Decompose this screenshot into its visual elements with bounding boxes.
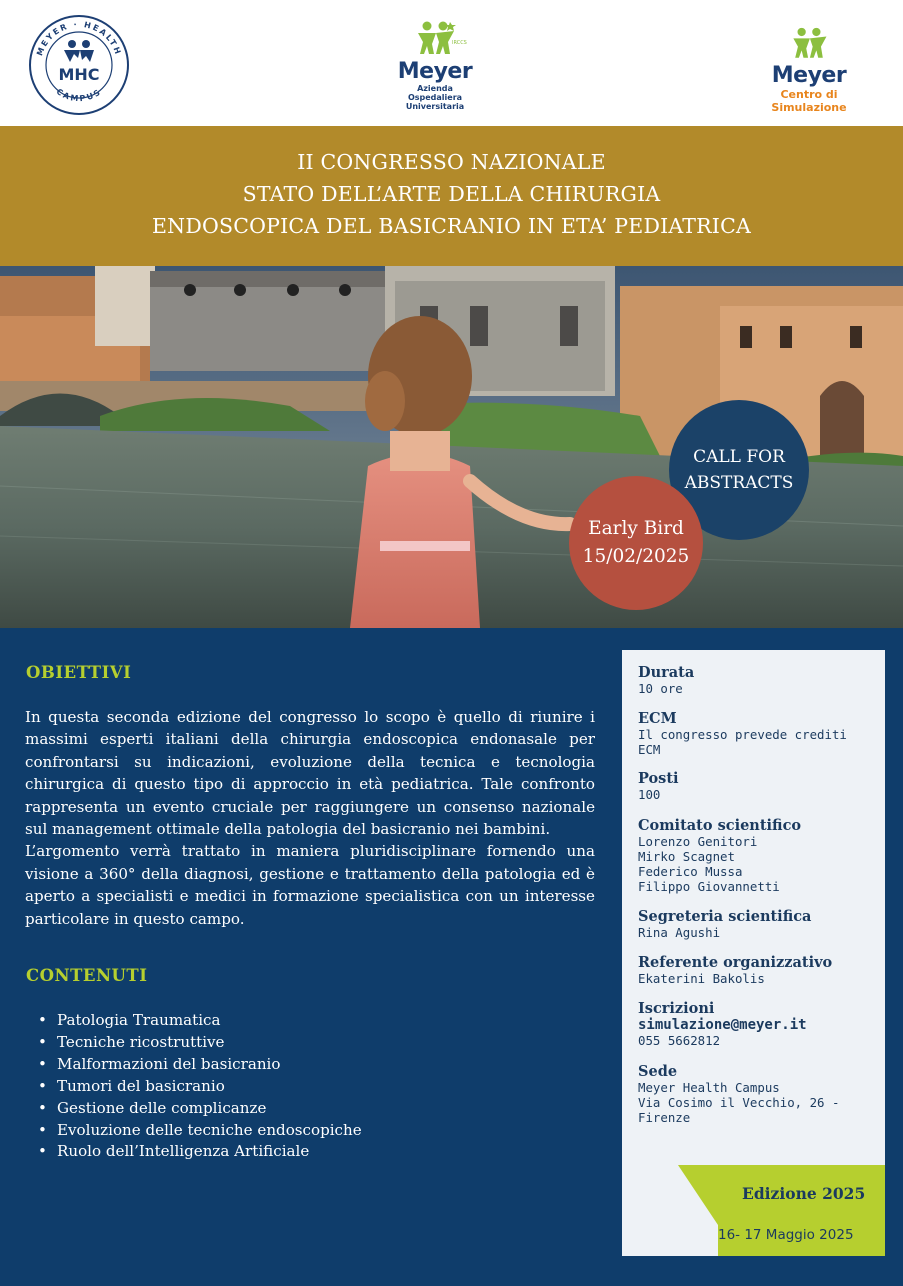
iscrizioni-email-link[interactable]: simulazione@meyer.it [638, 1017, 807, 1033]
objectives-paragraph-2: L’argomento verrà trattato in maniera pluridisciplinare fornendo una visione a 360° della diagnosi, gestione e trattamento della patologia ed è aperto a specialisti e medici in formazione specialistica con un interesse particolare in questo campo. [25, 842, 595, 928]
list-item: • Patologia Traumatica [38, 1010, 362, 1032]
posti-value: 100 [638, 787, 661, 802]
meyer-sub-line2: Ospedaliera Universitaria [405, 93, 465, 111]
sede-label: Sede [638, 1063, 678, 1080]
svg-text:CAMPUS: CAMPUS [54, 86, 104, 104]
ecm-value-2: ECM [638, 742, 661, 757]
ecm-label: ECM [638, 710, 677, 727]
meyer-sub-line1: Azienda [417, 84, 453, 93]
segreteria-value: Rina Agushi [638, 925, 721, 940]
comitato-member: Lorenzo Genitori [638, 834, 758, 849]
comitato-label: Comitato scientifico [638, 817, 802, 834]
svg-text:MEYER · HEALTH: MEYER · HEALTH [35, 19, 123, 58]
iscrizioni-label: Iscrizioni [638, 1000, 715, 1017]
early-badge-line1: Early Bird [588, 518, 684, 539]
title-line-3: ENDOSCOPICA DEL BASICRANIO IN ETA’ PEDIATRICA [152, 214, 751, 238]
objectives-heading: OBIETTIVI [26, 663, 132, 682]
sede-line-1: Meyer Health Campus [638, 1080, 780, 1095]
referente-value: Ekaterini Bakolis [638, 971, 765, 986]
info-posti [638, 770, 878, 802]
meyer-children-icon [410, 20, 460, 56]
referente-label: Referente organizzativo [638, 954, 833, 971]
mhc-initials: MHC [58, 65, 100, 84]
title-band [0, 126, 903, 266]
meyer-children-icon [786, 26, 832, 60]
call-badge-line2: ABSTRACTS [684, 473, 794, 493]
meyer-wordmark: Meyer [397, 59, 473, 84]
comitato-member: Mirko Scagnet [638, 849, 735, 864]
meyer-wordmark: Meyer [771, 63, 847, 88]
comitato-member: Filippo Giovannetti [638, 879, 780, 894]
title-line-1: II CONGRESSO NAZIONALE [297, 150, 606, 174]
ecm-value-1: Il congresso prevede crediti [638, 727, 847, 742]
posti-label: Posti [638, 770, 679, 787]
objectives-text [25, 706, 595, 930]
objectives-paragraph-1: In questa seconda edizione del congresso lo scopo è quello di riunire i massimi esperti italiani della chirurgia endoscopica endonasale per confrontarsi su indicazioni, evoluzione della tecnica e tecnologia chirurgica di questo tipo di approccio in età pediatrica. Tale confronto rappresenta un evento cruciale per raggiungere un consenso nazionale sul management ottimale della patologia del basicranio nei bambini. [25, 708, 595, 839]
contents-heading: CONTENUTI [26, 966, 148, 985]
contents-list [38, 1010, 362, 1163]
list-item: • Ruolo dell’Intelligenza Artificiale [38, 1141, 362, 1163]
info-iscrizioni [638, 1000, 878, 1048]
title-line-2: STATO DELL’ARTE DELLA CHIRURGIA [242, 182, 661, 206]
simulation-center-label: Centro di Simulazione [771, 88, 847, 114]
info-durata [638, 664, 878, 696]
info-comitato [638, 817, 878, 894]
early-badge-line2: 15/02/2025 [582, 546, 690, 567]
comitato-member: Federico Mussa [638, 864, 743, 879]
meyer-simulation-logo [744, 26, 874, 114]
edition-date: 16- 17 Maggio 2025 [718, 1227, 854, 1243]
info-sede [638, 1063, 878, 1125]
header [0, 0, 903, 126]
meyer-aou-logo [380, 20, 490, 110]
info-referente [638, 954, 878, 986]
irccs-tag: IRCCS [452, 40, 467, 46]
segreteria-label: Segreteria scientifica [638, 908, 812, 925]
durata-value: 10 ore [638, 681, 683, 696]
info-segreteria [638, 908, 878, 940]
sede-line-2: Via Cosimo il Vecchio, 26 - [638, 1095, 840, 1110]
sede-line-3: Firenze [638, 1110, 691, 1125]
early-bird-badge [569, 476, 703, 610]
edition-title: Edizione 2025 [742, 1184, 866, 1203]
list-item: • Evoluzione delle tecniche endoscopiche [38, 1120, 362, 1142]
info-ecm [638, 710, 878, 757]
durata-label: Durata [638, 664, 695, 681]
list-item: • Tumori del basicranio [38, 1076, 362, 1098]
meyer-health-campus-logo [28, 14, 130, 116]
list-item: • Tecniche ricostruttive [38, 1032, 362, 1054]
list-item: • Gestione delle complicanze [38, 1098, 362, 1120]
list-item: • Malformazioni del basicranio [38, 1054, 362, 1076]
iscrizioni-phone: 055 5662812 [638, 1033, 721, 1048]
call-badge-line1: CALL FOR [693, 447, 785, 467]
